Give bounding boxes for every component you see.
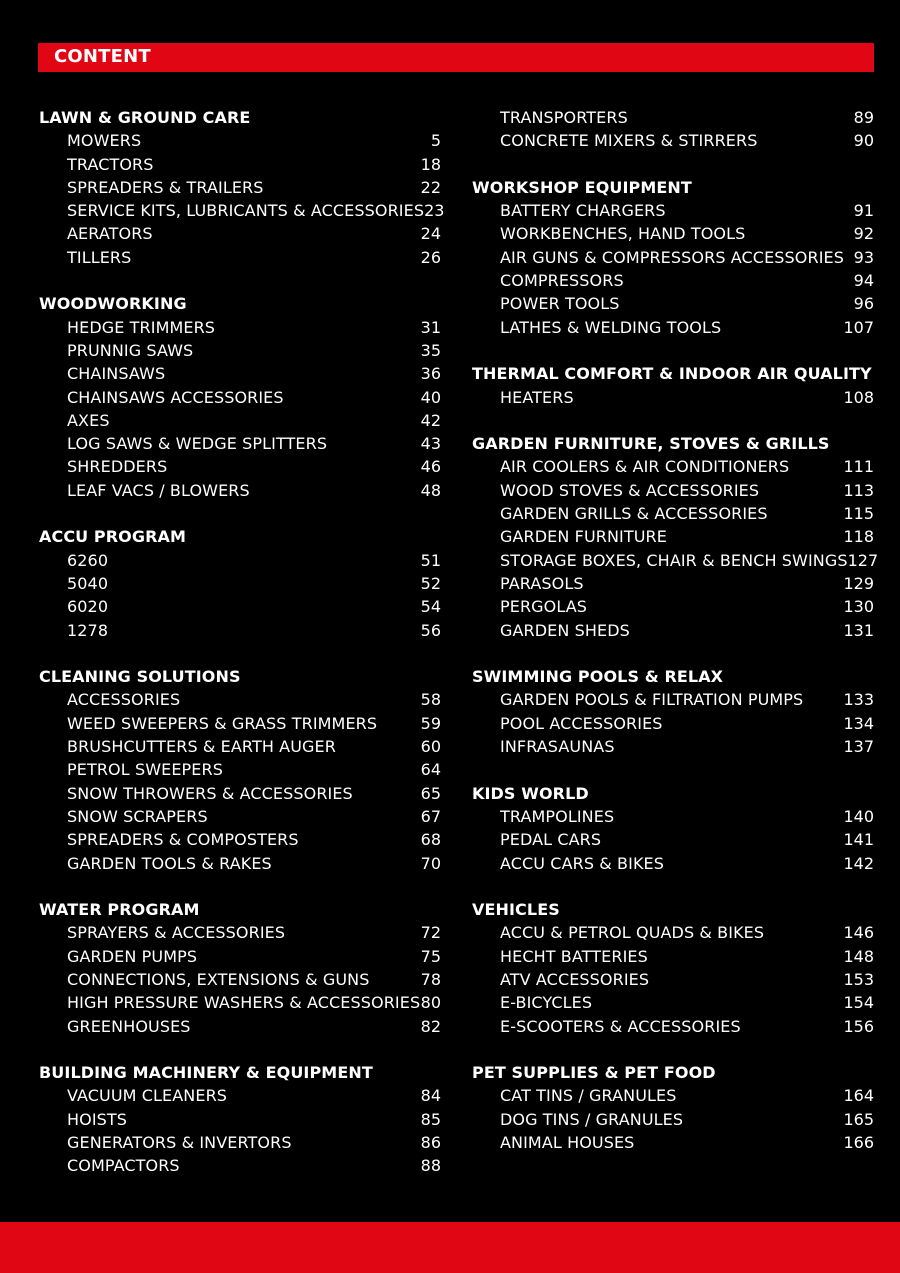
toc-entry[interactable] xyxy=(39,246,441,269)
toc-entry-label: PERGOLAS xyxy=(500,597,588,617)
toc-entry-label: PETROL SWEEPERS xyxy=(67,760,223,780)
toc-entry[interactable] xyxy=(472,222,874,245)
toc-entry-label: BRUSHCUTTERS & EARTH AUGER xyxy=(67,737,336,757)
toc-entry-page-number: 137 xyxy=(843,737,874,757)
toc-entry-label: PEDAL CARS xyxy=(500,830,602,850)
toc-entry-page-number: 40 xyxy=(420,387,441,407)
toc-entry-page-number: 84 xyxy=(420,1086,441,1106)
toc-entry-label: GARDEN SHEDS xyxy=(500,620,630,640)
toc-entry-label: GARDEN PUMPS xyxy=(67,946,198,966)
toc-entry[interactable] xyxy=(472,1084,874,1107)
toc-entry-page-number: 24 xyxy=(420,224,441,244)
toc-entry[interactable] xyxy=(39,176,441,199)
toc-entry-page-number: 129 xyxy=(843,573,874,593)
toc-entry-page-number: 165 xyxy=(843,1109,874,1129)
toc-entry-page-number: 141 xyxy=(843,830,874,850)
toc-entry[interactable] xyxy=(39,991,441,1014)
toc-entry-page-number: 86 xyxy=(420,1133,441,1153)
toc-entry-label: E-SCOOTERS & ACCESSORIES xyxy=(500,1016,741,1036)
toc-entry-label: GREENHOUSES xyxy=(67,1016,191,1036)
toc-entry[interactable] xyxy=(39,362,441,385)
toc-entry-page-number: 127 xyxy=(847,550,879,570)
toc-entry[interactable] xyxy=(39,688,441,711)
toc-entry[interactable] xyxy=(39,316,441,339)
toc-entry-label: COMPRESSORS xyxy=(500,271,624,291)
toc-entry-page-number: 5 xyxy=(430,131,441,151)
toc-entry-label: AERATORS xyxy=(67,224,153,244)
section-title: ACCU PROGRAM xyxy=(39,527,187,547)
section-title: WOODWORKING xyxy=(39,294,187,314)
toc-entry-label: GARDEN POOLS & FILTRATION PUMPS xyxy=(500,690,804,710)
toc-entry-page-number: 118 xyxy=(843,527,874,547)
toc-entry-label: GARDEN GRILLS & ACCESSORIES xyxy=(500,504,768,524)
toc-entry-page-number: 156 xyxy=(843,1016,874,1036)
toc-entry-page-number: 78 xyxy=(420,969,441,989)
toc-entry-page-number: 18 xyxy=(420,154,441,174)
toc-entry-page-number: 133 xyxy=(843,690,874,710)
toc-entry-label: AXES xyxy=(67,410,110,430)
toc-entry-page-number: 52 xyxy=(420,573,441,593)
toc-section-swimming-pools-and-relax xyxy=(472,665,874,758)
toc-entry[interactable] xyxy=(39,153,441,176)
toc-section-garden-furniture-stoves-and-grills xyxy=(472,432,879,642)
toc-section-pet-supplies-and-pet-food xyxy=(472,1061,874,1154)
toc-entry-page-number: 23 xyxy=(424,201,445,221)
toc-entry-label: WOOD STOVES & ACCESSORIES xyxy=(500,480,760,500)
toc-entry-label: LOG SAWS & WEDGE SPLITTERS xyxy=(67,434,328,454)
toc-section-vehicles xyxy=(472,898,874,1038)
toc-entry-page-number: 93 xyxy=(853,247,874,267)
toc-entry[interactable] xyxy=(472,292,874,315)
toc-entry-page-number: 108 xyxy=(843,387,874,407)
toc-entry-page-number: 65 xyxy=(420,783,441,803)
toc-entry-label: HEATERS xyxy=(500,387,574,407)
toc-entry-label: GENERATORS & INVERTORS xyxy=(67,1133,292,1153)
toc-entry-label: TRAMPOLINES xyxy=(500,806,615,826)
toc-entry[interactable] xyxy=(39,222,441,245)
toc-entry[interactable] xyxy=(472,805,874,828)
toc-entry-label: HECHT BATTERIES xyxy=(500,946,648,966)
toc-section-building-machinery-and-equipment xyxy=(39,1061,441,1177)
toc-entry[interactable] xyxy=(39,409,441,432)
toc-entry-page-number: 58 xyxy=(420,690,441,710)
toc-entry[interactable] xyxy=(472,199,874,222)
toc-entry-label: DOG TINS / GRANULES xyxy=(500,1109,684,1129)
section-title: WORKSHOP EQUIPMENT xyxy=(472,177,692,197)
toc-entry[interactable] xyxy=(472,525,874,548)
toc-entry-label: CHAINSAWS ACCESSORIES xyxy=(67,387,284,407)
toc-entry-page-number: 22 xyxy=(420,177,441,197)
toc-entry-label: SPRAYERS & ACCESSORIES xyxy=(67,923,286,943)
toc-entry[interactable] xyxy=(39,735,441,758)
section-title: WATER PROGRAM xyxy=(39,900,200,920)
toc-entry[interactable] xyxy=(472,1131,874,1154)
toc-entry-page-number: 88 xyxy=(420,1156,441,1176)
toc-entry-label: POOL ACCESSORIES xyxy=(500,713,663,733)
toc-entry[interactable] xyxy=(472,595,874,618)
toc-entry-label: INFRASAUNAS xyxy=(500,737,615,757)
toc-entry-label: WEED SWEEPERS & GRASS TRIMMERS xyxy=(67,713,378,733)
toc-entry-page-number: 72 xyxy=(420,923,441,943)
toc-entry[interactable] xyxy=(39,199,445,222)
toc-entry[interactable] xyxy=(39,339,441,362)
toc-entry-label: 6260 xyxy=(67,550,109,570)
toc-entry-label: E-BICYCLES xyxy=(500,993,593,1013)
toc-entry-label: CHAINSAWS xyxy=(67,364,166,384)
toc-entry-page-number: 113 xyxy=(843,480,874,500)
toc-entry-label: CAT TINS / GRANULES xyxy=(500,1086,677,1106)
toc-entry-label: TRANSPORTERS xyxy=(500,108,628,127)
toc-entry[interactable] xyxy=(39,386,441,409)
page-title: CONTENT xyxy=(54,46,151,67)
toc-entry-page-number: 56 xyxy=(420,620,441,640)
toc-entry-label: SPREADERS & COMPOSTERS xyxy=(67,830,299,850)
toc-entry[interactable] xyxy=(472,246,874,269)
toc-entry[interactable] xyxy=(39,549,441,572)
toc-entry-label: SNOW SCRAPERS xyxy=(67,806,208,826)
toc-right-column xyxy=(472,106,879,1154)
toc-entry-page-number: 140 xyxy=(843,806,874,826)
section-title: THERMAL COMFORT & INDOOR AIR QUALITY xyxy=(472,364,872,384)
toc-entry-label: HOISTS xyxy=(67,1109,128,1129)
toc-entry-page-number: 91 xyxy=(853,201,874,221)
toc-entry-label: VACUUM CLEANERS xyxy=(67,1086,228,1106)
toc-entry[interactable] xyxy=(39,805,441,828)
toc-entry[interactable] xyxy=(472,945,874,968)
toc-entry[interactable] xyxy=(472,549,879,572)
toc-entry-page-number: 130 xyxy=(843,597,874,617)
toc-entry[interactable] xyxy=(39,479,441,502)
toc-entry[interactable] xyxy=(39,619,441,642)
toc-entry[interactable] xyxy=(39,595,441,618)
toc-entry-label: HIGH PRESSURE WASHERS & ACCESSORIES xyxy=(67,993,421,1013)
toc-entry[interactable] xyxy=(39,1015,441,1038)
toc-entry[interactable] xyxy=(39,968,441,991)
toc-entry-label: AIR COOLERS & AIR CONDITIONERS xyxy=(500,457,790,477)
toc-entry-page-number: 96 xyxy=(853,294,874,314)
toc-entry-page-number: 146 xyxy=(843,923,874,943)
toc-entry[interactable] xyxy=(39,1084,441,1107)
toc-entry-page-number: 142 xyxy=(843,853,874,873)
toc-entry-page-number: 59 xyxy=(420,713,441,733)
toc-entry[interactable] xyxy=(39,758,441,781)
toc-entry-page-number: 107 xyxy=(843,317,874,337)
toc-entry-page-number: 134 xyxy=(843,713,874,733)
toc-section-continued xyxy=(472,106,874,153)
toc-entry-page-number: 131 xyxy=(843,620,874,640)
toc-entry-page-number: 42 xyxy=(420,410,441,430)
toc-entry-page-number: 36 xyxy=(420,364,441,384)
toc-entry[interactable] xyxy=(472,991,874,1014)
toc-entry[interactable] xyxy=(472,1015,874,1038)
toc-entry-label: POWER TOOLS xyxy=(500,294,620,314)
toc-entry[interactable] xyxy=(472,386,874,409)
toc-entry[interactable] xyxy=(39,782,441,805)
toc-entry[interactable] xyxy=(39,1108,441,1131)
toc-section-kids-world xyxy=(472,782,874,875)
toc-entry-page-number: 67 xyxy=(420,806,441,826)
toc-entry-label: BATTERY CHARGERS xyxy=(500,201,666,221)
toc-entry-label: LATHES & WELDING TOOLS xyxy=(500,317,722,337)
toc-entry[interactable] xyxy=(472,735,874,758)
toc-entry-page-number: 82 xyxy=(420,1016,441,1036)
toc-entry-page-number: 92 xyxy=(853,224,874,244)
toc-section-thermal-comfort-and-indoor-air-quality xyxy=(472,362,874,409)
toc-entry-page-number: 94 xyxy=(853,271,874,291)
toc-entry-page-number: 48 xyxy=(420,480,441,500)
toc-entry-page-number: 164 xyxy=(843,1086,874,1106)
toc-entry-page-number: 70 xyxy=(420,853,441,873)
toc-entry[interactable] xyxy=(472,828,874,851)
toc-entry[interactable] xyxy=(472,502,874,525)
toc-entry-label: WORKBENCHES, HAND TOOLS xyxy=(500,224,746,244)
section-title: CLEANING SOLUTIONS xyxy=(39,667,241,687)
toc-entry[interactable] xyxy=(39,945,441,968)
toc-entry-label: COMPACTORS xyxy=(67,1156,180,1176)
toc-entry-page-number: 166 xyxy=(843,1133,874,1153)
toc-entry-page-number: 115 xyxy=(843,504,874,524)
toc-section-lawn-and-ground-care xyxy=(39,106,445,269)
toc-entry-label: SPREADERS & TRAILERS xyxy=(67,177,264,197)
toc-entry-label: STORAGE BOXES, CHAIR & BENCH SWINGS xyxy=(500,550,848,570)
toc-entry[interactable] xyxy=(39,1131,441,1154)
toc-entry-label: CONNECTIONS, EXTENSIONS & GUNS xyxy=(67,969,370,989)
toc-entry[interactable] xyxy=(472,269,874,292)
toc-entry[interactable] xyxy=(472,619,874,642)
toc-entry-label: SERVICE KITS, LUBRICANTS & ACCESSORIES xyxy=(67,201,425,221)
toc-entry[interactable] xyxy=(39,432,441,455)
section-title: LAWN & GROUND CARE xyxy=(39,108,251,127)
toc-entry[interactable] xyxy=(472,572,874,595)
toc-section-accu-program xyxy=(39,525,441,641)
toc-entry[interactable] xyxy=(39,852,441,875)
toc-entry[interactable] xyxy=(472,921,874,944)
toc-entry[interactable] xyxy=(39,828,441,851)
toc-entry-page-number: 89 xyxy=(853,108,874,127)
toc-entry-page-number: 85 xyxy=(420,1109,441,1129)
toc-entry[interactable] xyxy=(472,129,874,152)
toc-entry[interactable] xyxy=(39,572,441,595)
toc-entry-label: ACCESSORIES xyxy=(67,690,181,710)
toc-entry[interactable] xyxy=(39,455,441,478)
toc-entry-label: TRACTORS xyxy=(67,154,154,174)
toc-entry-page-number: 26 xyxy=(420,247,441,267)
toc-left-column xyxy=(39,106,445,1178)
content-header-bar xyxy=(38,43,874,72)
toc-entry[interactable] xyxy=(39,712,441,735)
toc-entry[interactable] xyxy=(472,852,874,875)
toc-entry-label: GARDEN TOOLS & RAKES xyxy=(67,853,272,873)
toc-entry[interactable] xyxy=(39,129,441,152)
toc-entry-page-number: 75 xyxy=(420,946,441,966)
toc-entry-page-number: 31 xyxy=(420,317,441,337)
toc-entry-label: 1278 xyxy=(67,620,109,640)
toc-entry-page-number: 148 xyxy=(843,946,874,966)
toc-section-water-program xyxy=(39,898,441,1038)
toc-entry-label: SHREDDERS xyxy=(67,457,168,477)
toc-entry-label: ACCU CARS & BIKES xyxy=(500,853,664,873)
toc-entry-label: CONCRETE MIXERS & STIRRERS xyxy=(500,131,758,151)
section-title: KIDS WORLD xyxy=(472,783,589,803)
footer-bar xyxy=(0,1222,900,1273)
toc-entry[interactable] xyxy=(472,316,874,339)
toc-entry[interactable] xyxy=(472,1108,874,1131)
section-title: VEHICLES xyxy=(472,900,560,920)
toc-entry[interactable] xyxy=(39,921,441,944)
toc-entry-label: LEAF VACS / BLOWERS xyxy=(67,480,250,500)
toc-entry-page-number: 35 xyxy=(420,340,441,360)
toc-entry-page-number: 64 xyxy=(420,760,441,780)
toc-entry-label: 6020 xyxy=(67,597,109,617)
toc-entry-label: PARASOLS xyxy=(500,573,584,593)
toc-entry-label: AIR GUNS & COMPRESSORS ACCESSORIES xyxy=(500,247,844,267)
toc-section-workshop-equipment xyxy=(472,176,874,339)
section-title: BUILDING MACHINERY & EQUIPMENT xyxy=(39,1063,373,1083)
toc-entry-label: ACCU & PETROL QUADS & BIKES xyxy=(500,923,765,943)
toc-entry-page-number: 43 xyxy=(420,434,441,454)
toc-entry[interactable] xyxy=(472,712,874,735)
toc-entry-label: MOWERS xyxy=(67,131,142,151)
toc-entry-label: ATV ACCESSORIES xyxy=(500,969,650,989)
toc-section-woodworking xyxy=(39,292,441,502)
toc-entry[interactable] xyxy=(472,968,874,991)
toc-entry-page-number: 46 xyxy=(420,457,441,477)
toc-entry-page-number: 54 xyxy=(420,597,441,617)
toc-section-cleaning-solutions xyxy=(39,665,441,875)
toc-entry-label: HEDGE TRIMMERS xyxy=(67,317,216,337)
toc-entry[interactable] xyxy=(472,106,874,129)
section-title: PET SUPPLIES & PET FOOD xyxy=(472,1063,716,1083)
toc-entry-page-number: 68 xyxy=(420,830,441,850)
toc-entry-page-number: 111 xyxy=(843,457,874,477)
toc-entry-label: PRUNNIG SAWS xyxy=(67,340,194,360)
toc-entry[interactable] xyxy=(472,455,874,478)
toc-entry-page-number: 90 xyxy=(853,131,874,151)
toc-entry-page-number: 80 xyxy=(420,993,441,1013)
section-title: GARDEN FURNITURE, STOVES & GRILLS xyxy=(472,434,830,454)
toc-entry-label: TILLERS xyxy=(67,247,132,267)
toc-entry-page-number: 60 xyxy=(420,737,441,757)
toc-entry-page-number: 51 xyxy=(420,550,441,570)
toc-entry[interactable] xyxy=(472,479,874,502)
toc-entry[interactable] xyxy=(39,1154,441,1177)
toc-entry-label: ANIMAL HOUSES xyxy=(500,1133,635,1153)
toc-entry-label: 5040 xyxy=(67,573,109,593)
toc-entry[interactable] xyxy=(472,688,874,711)
toc-entry-label: SNOW THROWERS & ACCESSORIES xyxy=(67,783,353,803)
toc-entry-page-number: 153 xyxy=(843,969,874,989)
toc-entry-page-number: 154 xyxy=(843,993,874,1013)
section-title: SWIMMING POOLS & RELAX xyxy=(472,667,724,687)
toc-entry-label: GARDEN FURNITURE xyxy=(500,527,667,547)
